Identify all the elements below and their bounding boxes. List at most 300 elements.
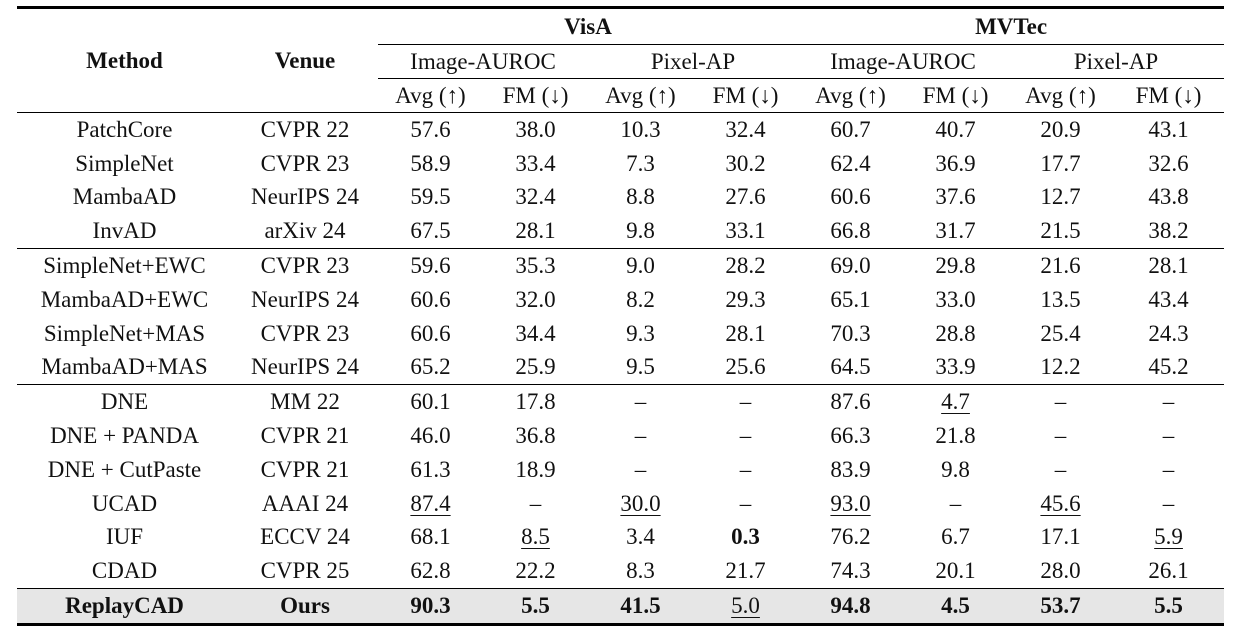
method-cell: PatchCore xyxy=(76,116,173,142)
value-text: 57.6 xyxy=(410,116,451,142)
value-text: – xyxy=(529,490,542,516)
value-text: 40.7 xyxy=(935,116,976,142)
value-cell xyxy=(693,554,798,588)
header-venue: Venue xyxy=(232,8,378,113)
value-text: – xyxy=(1162,389,1175,415)
value-cell xyxy=(798,351,903,385)
value-text: – xyxy=(739,389,752,415)
value-cell xyxy=(798,385,903,419)
value-text: 87.6 xyxy=(830,389,871,415)
method-cell: CDAD xyxy=(91,558,158,584)
value-cell xyxy=(378,521,483,555)
value-text: – xyxy=(1162,423,1175,449)
value-cell xyxy=(693,419,798,453)
value-cell xyxy=(798,487,903,521)
value-cell xyxy=(1008,351,1113,385)
value-cell xyxy=(903,113,1008,147)
value-text: – xyxy=(1162,490,1175,516)
value-text: 59.5 xyxy=(410,184,451,210)
table-row xyxy=(17,147,1224,181)
value-text: 83.9 xyxy=(830,456,871,482)
results-table-container xyxy=(17,6,1224,626)
value-text: 5.5 xyxy=(1154,593,1183,619)
value-text: 45.6 xyxy=(1040,490,1081,516)
value-cell xyxy=(378,487,483,521)
value-cell xyxy=(798,249,903,283)
header-subcol: FM (↓) xyxy=(1113,79,1224,113)
table-row xyxy=(17,181,1224,215)
value-cell xyxy=(1008,385,1113,419)
table-row xyxy=(17,249,1224,283)
header-metric-group: Image-AUROC xyxy=(378,45,588,79)
value-text: 60.7 xyxy=(830,116,871,142)
value-cell xyxy=(1113,214,1224,248)
value-text: 30.0 xyxy=(620,490,661,516)
value-cell xyxy=(483,181,588,215)
value-cell xyxy=(1113,351,1224,385)
method-cell: DNE xyxy=(17,385,232,419)
value-cell xyxy=(1008,113,1113,147)
value-cell xyxy=(588,249,693,283)
header-subcol: Avg (↑) xyxy=(378,79,483,113)
method-cell: UCAD xyxy=(91,490,158,516)
header-subcol: FM (↓) xyxy=(903,79,1008,113)
value-cell xyxy=(1113,385,1224,419)
value-cell xyxy=(1008,487,1113,521)
value-cell xyxy=(1008,589,1113,625)
value-cell xyxy=(903,521,1008,555)
value-text: 60.6 xyxy=(830,184,871,210)
value-text: 3.4 xyxy=(626,524,655,550)
value-cell xyxy=(1113,521,1224,555)
value-text: 9.5 xyxy=(626,354,655,380)
value-cell xyxy=(1008,521,1113,555)
value-cell xyxy=(798,317,903,351)
value-text: – xyxy=(1054,423,1067,449)
value-text: 64.5 xyxy=(830,354,871,380)
value-text: – xyxy=(1162,456,1175,482)
value-cell xyxy=(903,487,1008,521)
value-text: 4.7 xyxy=(941,389,970,415)
value-cell xyxy=(588,147,693,181)
value-text: 66.8 xyxy=(830,218,871,244)
value-text: 62.8 xyxy=(410,558,451,584)
value-cell xyxy=(798,214,903,248)
value-cell xyxy=(378,589,483,625)
value-cell xyxy=(1113,283,1224,317)
value-text: 8.3 xyxy=(626,558,655,584)
value-text: – xyxy=(634,423,647,449)
value-text: 12.7 xyxy=(1040,184,1081,210)
value-cell xyxy=(798,283,903,317)
value-text: 33.0 xyxy=(935,286,976,312)
value-text: 36.8 xyxy=(515,423,556,449)
value-text: 5.5 xyxy=(521,593,550,619)
value-text: 9.0 xyxy=(626,253,655,279)
table-row xyxy=(17,487,1224,521)
value-cell xyxy=(588,283,693,317)
value-cell xyxy=(483,214,588,248)
venue-cell: NeurIPS 24 xyxy=(251,286,359,312)
header-subcol: Avg (↑) xyxy=(1008,79,1113,113)
value-cell xyxy=(693,385,798,419)
value-cell xyxy=(693,283,798,317)
value-cell xyxy=(483,113,588,147)
value-text: 36.9 xyxy=(935,150,976,176)
value-cell xyxy=(1008,283,1113,317)
value-text: 17.1 xyxy=(1040,524,1081,550)
value-text: 33.1 xyxy=(725,218,766,244)
value-text: 18.9 xyxy=(515,456,556,482)
value-text: 65.2 xyxy=(410,354,451,380)
value-cell xyxy=(798,113,903,147)
value-text: 69.0 xyxy=(830,253,871,279)
venue-cell: CVPR 21 xyxy=(260,423,350,449)
table-row xyxy=(17,351,1224,385)
value-text: 8.8 xyxy=(626,184,655,210)
table-row xyxy=(17,554,1224,588)
value-text: 4.5 xyxy=(941,593,970,619)
value-text: 28.1 xyxy=(725,320,766,346)
value-text: 38.0 xyxy=(515,116,556,142)
value-text: 70.3 xyxy=(830,320,871,346)
value-cell xyxy=(378,214,483,248)
value-text: 33.4 xyxy=(515,150,556,176)
value-text: 33.9 xyxy=(935,354,976,380)
value-text: 38.2 xyxy=(1148,218,1189,244)
value-text: 20.9 xyxy=(1040,116,1081,142)
value-text: 28.2 xyxy=(725,253,766,279)
value-text: 30.2 xyxy=(725,150,766,176)
value-text: 17.7 xyxy=(1040,150,1081,176)
value-text: 13.5 xyxy=(1040,286,1081,312)
value-cell xyxy=(588,317,693,351)
venue-cell: NeurIPS 24 xyxy=(251,354,359,380)
venue-cell: ECCV 24 xyxy=(260,524,350,550)
header-subcol: FM (↓) xyxy=(483,79,588,113)
value-cell xyxy=(588,214,693,248)
value-cell xyxy=(588,521,693,555)
value-cell xyxy=(588,453,693,487)
value-cell xyxy=(378,554,483,588)
venue-cell: CVPR 21 xyxy=(260,456,350,482)
value-cell xyxy=(693,351,798,385)
value-cell xyxy=(1113,317,1224,351)
value-text: 25.4 xyxy=(1040,320,1081,346)
header-dataset-mvtec: MVTec xyxy=(798,8,1224,45)
value-text: – xyxy=(634,456,647,482)
value-text: 7.3 xyxy=(626,150,655,176)
value-text: – xyxy=(739,423,752,449)
value-text: – xyxy=(739,456,752,482)
method-cell: MambaAD+EWC xyxy=(40,286,209,312)
value-text: 6.7 xyxy=(941,524,970,550)
method-cell: SimpleNet xyxy=(75,150,174,176)
value-text: 31.7 xyxy=(935,218,976,244)
value-cell xyxy=(483,487,588,521)
value-text: 76.2 xyxy=(830,524,871,550)
value-text: 28.0 xyxy=(1040,558,1081,584)
value-text: – xyxy=(1054,456,1067,482)
value-cell xyxy=(483,521,588,555)
value-cell xyxy=(378,351,483,385)
method-cell: DNE + CutPaste xyxy=(47,456,202,482)
value-text: 59.6 xyxy=(410,253,451,279)
value-text: 28.1 xyxy=(515,218,556,244)
value-text: – xyxy=(949,490,962,516)
value-cell xyxy=(483,419,588,453)
header-metric-group: Pixel-AP xyxy=(588,45,798,79)
value-text: 87.4 xyxy=(410,490,451,516)
value-cell xyxy=(1008,249,1113,283)
value-cell xyxy=(378,181,483,215)
venue-cell: AAAI 24 xyxy=(261,490,349,516)
value-cell xyxy=(483,147,588,181)
value-cell xyxy=(903,249,1008,283)
value-cell xyxy=(588,181,693,215)
value-text: 32.4 xyxy=(515,184,556,210)
venue-cell: Ours xyxy=(232,589,378,625)
value-cell xyxy=(798,181,903,215)
value-text: 10.3 xyxy=(620,116,661,142)
value-text: 60.1 xyxy=(410,389,451,415)
value-text: 61.3 xyxy=(410,456,451,482)
value-cell xyxy=(378,249,483,283)
value-cell xyxy=(1008,147,1113,181)
value-cell xyxy=(378,283,483,317)
value-cell xyxy=(903,283,1008,317)
value-cell xyxy=(588,589,693,625)
value-text: 60.6 xyxy=(410,320,451,346)
value-text: 94.8 xyxy=(830,593,871,619)
value-cell xyxy=(1113,589,1224,625)
value-text: 32.4 xyxy=(725,116,766,142)
value-text: 29.8 xyxy=(935,253,976,279)
header-dataset-visa: VisA xyxy=(378,8,798,45)
value-text: 5.9 xyxy=(1154,524,1183,550)
value-cell xyxy=(483,453,588,487)
value-cell xyxy=(1008,181,1113,215)
value-cell xyxy=(693,589,798,625)
table-row xyxy=(17,317,1224,351)
table-row xyxy=(17,521,1224,555)
value-text: – xyxy=(634,389,647,415)
value-text: 66.3 xyxy=(830,423,871,449)
value-cell xyxy=(798,453,903,487)
header-metric-group: Pixel-AP xyxy=(1008,45,1224,79)
value-text: 74.3 xyxy=(830,558,871,584)
value-cell xyxy=(378,453,483,487)
value-cell xyxy=(1113,249,1224,283)
value-text: 35.3 xyxy=(515,253,556,279)
venue-cell: CVPR 23 xyxy=(260,320,350,346)
value-text: 67.5 xyxy=(410,218,451,244)
table-row xyxy=(17,453,1224,487)
value-cell xyxy=(693,147,798,181)
value-text: 17.8 xyxy=(515,389,556,415)
header-method: Method xyxy=(17,8,232,113)
value-text: 26.1 xyxy=(1148,558,1189,584)
value-cell xyxy=(483,351,588,385)
value-cell xyxy=(798,589,903,625)
table-row xyxy=(17,113,1224,147)
header-metric-group: Image-AUROC xyxy=(798,45,1008,79)
value-cell xyxy=(1008,214,1113,248)
value-text: 90.3 xyxy=(410,593,451,619)
value-cell xyxy=(1113,147,1224,181)
value-text: 43.4 xyxy=(1148,286,1189,312)
value-text: 27.6 xyxy=(725,184,766,210)
method-cell: SimpleNet+EWC xyxy=(17,249,232,283)
value-text: 68.1 xyxy=(410,524,451,550)
value-text: 25.6 xyxy=(725,354,766,380)
value-cell xyxy=(693,521,798,555)
value-text: 28.8 xyxy=(935,320,976,346)
value-text: 65.1 xyxy=(830,286,871,312)
value-cell xyxy=(588,554,693,588)
value-cell xyxy=(693,453,798,487)
value-cell xyxy=(798,147,903,181)
value-text: 28.1 xyxy=(1148,253,1189,279)
value-cell xyxy=(378,147,483,181)
table-row xyxy=(17,283,1224,317)
value-cell xyxy=(1113,487,1224,521)
value-cell xyxy=(588,487,693,521)
venue-cell: CVPR 25 xyxy=(260,558,350,584)
value-text: 25.9 xyxy=(515,354,556,380)
venue-cell: MM 22 xyxy=(232,385,378,419)
value-cell xyxy=(1113,453,1224,487)
value-text: 43.8 xyxy=(1148,184,1189,210)
value-text: 32.6 xyxy=(1148,150,1189,176)
value-cell xyxy=(1008,554,1113,588)
value-cell xyxy=(588,419,693,453)
venue-cell: CVPR 23 xyxy=(232,249,378,283)
value-cell xyxy=(903,147,1008,181)
header-subcol: FM (↓) xyxy=(693,79,798,113)
value-cell xyxy=(1008,419,1113,453)
value-cell xyxy=(903,419,1008,453)
value-text: 21.7 xyxy=(725,558,766,584)
value-text: 22.2 xyxy=(515,558,556,584)
value-text: 9.8 xyxy=(626,218,655,244)
venue-cell: CVPR 23 xyxy=(260,150,350,176)
value-text: 12.2 xyxy=(1040,354,1081,380)
value-text: 34.4 xyxy=(515,320,556,346)
method-cell: DNE + PANDA xyxy=(50,423,199,449)
value-cell xyxy=(378,113,483,147)
table-row xyxy=(17,214,1224,248)
value-cell xyxy=(693,181,798,215)
header-subcol: Avg (↑) xyxy=(798,79,903,113)
header-subcol: Avg (↑) xyxy=(588,79,693,113)
method-cell: SimpleNet+MAS xyxy=(43,320,206,346)
value-text: 21.5 xyxy=(1040,218,1081,244)
value-cell xyxy=(1008,317,1113,351)
value-text: 21.8 xyxy=(935,423,976,449)
value-text: – xyxy=(1054,389,1067,415)
value-text: 58.9 xyxy=(410,150,451,176)
method-cell: InvAD xyxy=(92,218,157,244)
value-cell xyxy=(1113,181,1224,215)
value-cell xyxy=(483,249,588,283)
method-cell: MambaAD xyxy=(72,184,177,210)
value-cell xyxy=(693,487,798,521)
value-text: 20.1 xyxy=(935,558,976,584)
value-cell xyxy=(378,317,483,351)
value-cell xyxy=(1008,453,1113,487)
venue-cell: NeurIPS 24 xyxy=(251,184,359,210)
value-cell xyxy=(588,385,693,419)
value-cell xyxy=(903,453,1008,487)
value-text: 5.0 xyxy=(731,593,760,619)
venue-cell: arXiv 24 xyxy=(264,218,346,244)
value-text: 41.5 xyxy=(620,593,661,619)
value-cell xyxy=(693,214,798,248)
value-cell xyxy=(903,554,1008,588)
value-text: 53.7 xyxy=(1040,593,1081,619)
value-cell xyxy=(378,419,483,453)
value-text: 29.3 xyxy=(725,286,766,312)
value-text: 8.5 xyxy=(521,524,550,550)
value-cell xyxy=(1113,554,1224,588)
value-cell xyxy=(903,317,1008,351)
value-cell xyxy=(903,214,1008,248)
value-text: 9.3 xyxy=(626,320,655,346)
value-cell xyxy=(483,589,588,625)
value-text: 37.6 xyxy=(935,184,976,210)
value-text: – xyxy=(739,490,752,516)
value-text: 45.2 xyxy=(1148,354,1189,380)
value-cell xyxy=(378,385,483,419)
table-row xyxy=(17,385,1224,419)
method-cell: ReplayCAD xyxy=(17,589,232,625)
value-text: 21.6 xyxy=(1040,253,1081,279)
value-cell xyxy=(693,113,798,147)
value-cell xyxy=(798,419,903,453)
value-cell xyxy=(483,317,588,351)
value-text: 93.0 xyxy=(830,490,871,516)
value-text: 46.0 xyxy=(410,423,451,449)
value-cell xyxy=(588,351,693,385)
value-cell xyxy=(903,181,1008,215)
value-cell xyxy=(1113,419,1224,453)
value-text: 60.6 xyxy=(410,286,451,312)
value-text: 62.4 xyxy=(830,150,871,176)
value-text: 8.2 xyxy=(626,286,655,312)
results-table xyxy=(17,6,1224,626)
value-text: 9.8 xyxy=(941,456,970,482)
venue-cell: CVPR 22 xyxy=(260,116,350,142)
value-cell xyxy=(693,317,798,351)
value-text: 43.1 xyxy=(1148,116,1189,142)
value-cell xyxy=(1113,113,1224,147)
value-text: 24.3 xyxy=(1148,320,1189,346)
method-cell: IUF xyxy=(105,524,144,550)
value-text: 32.0 xyxy=(515,286,556,312)
value-cell xyxy=(903,385,1008,419)
value-cell xyxy=(588,113,693,147)
table-row xyxy=(17,589,1224,625)
value-cell xyxy=(483,554,588,588)
value-cell xyxy=(903,351,1008,385)
table-row xyxy=(17,419,1224,453)
value-cell xyxy=(798,521,903,555)
value-cell xyxy=(483,283,588,317)
value-cell xyxy=(483,385,588,419)
value-cell xyxy=(693,249,798,283)
value-cell xyxy=(798,554,903,588)
